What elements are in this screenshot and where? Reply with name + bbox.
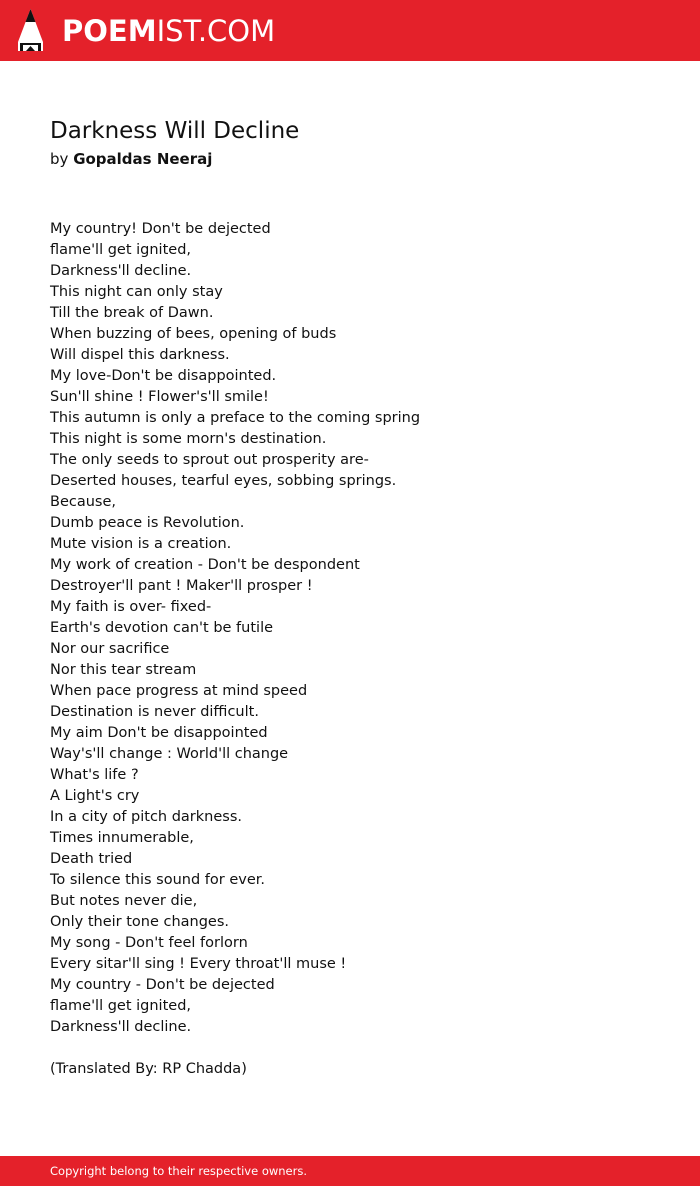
poem-line: Darkness'll decline. xyxy=(50,1019,192,1035)
poem-line: Times innumerable, xyxy=(50,830,194,846)
poem-line: The only seeds to sprout out prosperity are- xyxy=(50,452,369,468)
poem-line: When buzzing of bees, opening of buds xyxy=(50,326,337,342)
poem-line: A Light's cry xyxy=(50,788,140,804)
logo-light-text: IST.COM xyxy=(156,14,276,48)
poem-line: My love-Don't be disappointed. xyxy=(50,368,277,384)
poem-line: Darkness'll decline. xyxy=(50,263,192,279)
translation-note: (Translated By: RP Chadda) xyxy=(50,1061,247,1077)
poem-line: Death tried xyxy=(50,851,133,867)
poem-line: Dumb peace is Revolution. xyxy=(50,515,245,531)
poem-line: Nor this tear stream xyxy=(50,662,197,678)
site-header xyxy=(0,0,700,61)
poem-line: Mute vision is a creation. xyxy=(50,536,232,552)
poem-line: Destroyer'll pant ! Maker'll prosper ! xyxy=(50,578,313,594)
poem-line: Earth's devotion can't be futile xyxy=(50,620,274,636)
poem-line: This autumn is only a preface to the coming spring xyxy=(50,410,421,426)
poem-line: This night can only stay xyxy=(50,284,223,300)
poem-line: My country - Don't be dejected xyxy=(50,977,275,993)
poem-line: When pace progress at mind speed xyxy=(50,683,308,699)
poem-byline xyxy=(50,149,212,169)
site-logo[interactable] xyxy=(62,13,275,49)
poem-line: To silence this sound for ever. xyxy=(50,872,265,888)
poem-line: Only their tone changes. xyxy=(50,914,230,930)
poem-line: My aim Don't be disappointed xyxy=(50,725,268,741)
poem-line: Because, xyxy=(50,494,117,510)
poem-line: Way's'll change : World'll change xyxy=(50,746,289,762)
poem-line: What's life ? xyxy=(50,767,139,783)
poem-line: My country! Don't be dejected xyxy=(50,221,271,237)
copyright-text: Copyright belong to their respective owners. xyxy=(50,1164,308,1178)
poem-body xyxy=(50,219,420,1038)
poem-line: Deserted houses, tearful eyes, sobbing springs. xyxy=(50,473,397,489)
poem-line: Will dispel this darkness. xyxy=(50,347,230,363)
by-label: by xyxy=(50,150,69,168)
poem-line: Every sitar'll sing ! Every throat'll muse ! xyxy=(50,956,347,972)
poem-line: Sun'll shine ! Flower's'll smile! xyxy=(50,389,269,405)
poem-line: My work of creation - Don't be despondent xyxy=(50,557,360,573)
pencil-tip-icon[interactable] xyxy=(17,8,44,52)
author-name: Gopaldas Neeraj xyxy=(73,150,213,168)
poem-line: But notes never die, xyxy=(50,893,198,909)
logo-bold-text: POEM xyxy=(62,14,157,48)
poem-line: Till the break of Dawn. xyxy=(50,305,214,321)
poem-line: My faith is over- fixed- xyxy=(50,599,212,615)
poem-line: In a city of pitch darkness. xyxy=(50,809,242,825)
poem-line: My song - Don't feel forlorn xyxy=(50,935,248,951)
poem-line: Destination is never difficult. xyxy=(50,704,259,720)
poem-title: Darkness Will Decline xyxy=(50,118,300,144)
site-footer xyxy=(0,1156,700,1186)
poem-line: flame'll get ignited, xyxy=(50,998,192,1014)
poem-line: This night is some morn's destination. xyxy=(50,431,327,447)
poem-line: flame'll get ignited, xyxy=(50,242,192,258)
poem-line: Nor our sacrifice xyxy=(50,641,170,657)
